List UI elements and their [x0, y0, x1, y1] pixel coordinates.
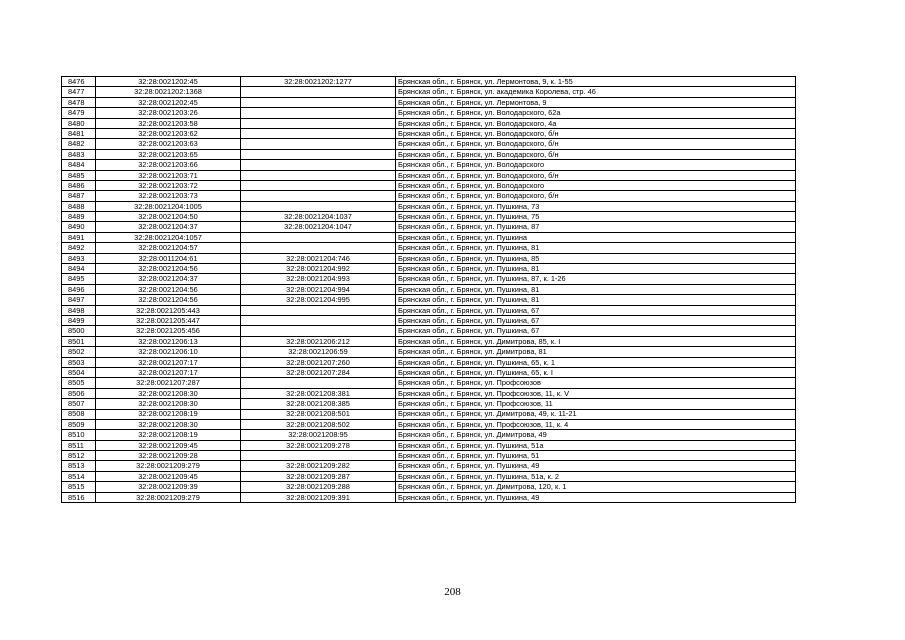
table-row [62, 212, 796, 222]
address-cell: Брянская обл., г. Брянск, ул. Пушкина, 81 [396, 243, 796, 253]
address-cell: Брянская обл., г. Брянск, ул. Лермонтова, 9, к. 1-55 [396, 77, 796, 87]
related-cadastral-number-cell: 32:28:0021209:287 [241, 471, 396, 481]
row-number-cell: 8507 [62, 399, 96, 409]
row-number-cell: 8483 [62, 149, 96, 159]
address-cell: Брянская обл., г. Брянск, ул. Пушкина, 51а, к. 2 [396, 471, 796, 481]
related-cadastral-number-cell: 32:28:0021208:95 [241, 430, 396, 440]
address-cell: Брянская обл., г. Брянск, ул. Володарского, б/н [396, 191, 796, 201]
related-cadastral-number-cell: 32:28:0021204:993 [241, 274, 396, 284]
row-number-cell: 8485 [62, 170, 96, 180]
cadastral-number-cell: 32:28:0021209:39 [96, 482, 241, 492]
row-number-cell: 8503 [62, 357, 96, 367]
table-row [62, 87, 796, 97]
cadastral-number-cell: 32:28:0021204:56 [96, 264, 241, 274]
address-cell: Брянская обл., г. Брянск, ул. Профсоюзов [396, 378, 796, 388]
table-row [62, 409, 796, 419]
cadastral-number-cell: 32:28:0021203:62 [96, 128, 241, 138]
related-cadastral-number-cell [241, 326, 396, 336]
table-row [62, 315, 796, 325]
related-cadastral-number-cell [241, 451, 396, 461]
row-number-cell: 8476 [62, 77, 96, 87]
table-row [62, 326, 796, 336]
cadastral-number-cell: 32:28:0021209:45 [96, 440, 241, 450]
address-cell: Брянская обл., г. Брянск, ул. Лермонтова, 9 [396, 97, 796, 107]
row-number-cell: 8504 [62, 367, 96, 377]
table-row [62, 451, 796, 461]
related-cadastral-number-cell [241, 191, 396, 201]
cadastral-number-cell: 32:28:0021204:57 [96, 243, 241, 253]
row-number-cell: 8491 [62, 232, 96, 242]
cadastral-number-cell: 32:28:0011204:61 [96, 253, 241, 263]
table-row [62, 347, 796, 357]
cadastral-number-cell: 32:28:0021203:58 [96, 118, 241, 128]
related-cadastral-number-cell: 32:28:0021208:381 [241, 388, 396, 398]
related-cadastral-number-cell [241, 378, 396, 388]
table-row [62, 108, 796, 118]
related-cadastral-number-cell: 32:28:0021204:992 [241, 264, 396, 274]
cadastral-number-cell: 32:28:0021208:19 [96, 430, 241, 440]
table-row [62, 170, 796, 180]
table-row [62, 160, 796, 170]
row-number-cell: 8505 [62, 378, 96, 388]
table-row [62, 149, 796, 159]
cadastral-number-cell: 32:28:0021204:37 [96, 274, 241, 284]
cadastral-number-cell: 32:28:0021203:65 [96, 149, 241, 159]
table-row [62, 461, 796, 471]
related-cadastral-number-cell [241, 149, 396, 159]
table-row [62, 378, 796, 388]
related-cadastral-number-cell [241, 97, 396, 107]
table-row [62, 388, 796, 398]
row-number-cell: 8497 [62, 295, 96, 305]
address-cell: Брянская обл., г. Брянск, ул. Володарского, 4а [396, 118, 796, 128]
row-number-cell: 8499 [62, 315, 96, 325]
related-cadastral-number-cell [241, 118, 396, 128]
cadastral-number-cell: 32:28:0021203:71 [96, 170, 241, 180]
address-cell: Брянская обл., г. Брянск, ул. Пушкина, 67 [396, 315, 796, 325]
table-row [62, 357, 796, 367]
cadastral-number-cell: 32:28:0021207:17 [96, 357, 241, 367]
address-cell: Брянская обл., г. Брянск, ул. Пушкина, 49 [396, 492, 796, 502]
cadastral-number-cell: 32:28:0021208:30 [96, 419, 241, 429]
table-row [62, 471, 796, 481]
table-row [62, 305, 796, 315]
address-cell: Брянская обл., г. Брянск, ул. Димитрова, 81 [396, 347, 796, 357]
table-row [62, 430, 796, 440]
cadastral-number-cell: 32:28:0021203:66 [96, 160, 241, 170]
address-cell: Брянская обл., г. Брянск, ул. Володарского [396, 160, 796, 170]
related-cadastral-number-cell [241, 87, 396, 97]
row-number-cell: 8501 [62, 336, 96, 346]
cadastral-number-cell: 32:28:0021204:37 [96, 222, 241, 232]
address-cell: Брянская обл., г. Брянск, ул. Димитрова, 85, к. I [396, 336, 796, 346]
cadastral-number-cell: 32:28:0021202:45 [96, 97, 241, 107]
related-cadastral-number-cell [241, 128, 396, 138]
related-cadastral-number-cell: 32:28:0021209:391 [241, 492, 396, 502]
row-number-cell: 8478 [62, 97, 96, 107]
related-cadastral-number-cell [241, 180, 396, 190]
table-row [62, 118, 796, 128]
table-row [62, 128, 796, 138]
table-row [62, 274, 796, 284]
address-cell: Брянская обл., г. Брянск, ул. Володарского, б/н [396, 170, 796, 180]
address-cell: Брянская обл., г. Брянск, ул. Пушкина, 81 [396, 295, 796, 305]
table-row [62, 97, 796, 107]
row-number-cell: 8509 [62, 419, 96, 429]
address-cell: Брянская обл., г. Брянск, ул. Пушкина, 65, к. I [396, 367, 796, 377]
address-cell: Брянская обл., г. Брянск, ул. Профсоюзов, 11, к. V [396, 388, 796, 398]
row-number-cell: 8515 [62, 482, 96, 492]
cadastral-number-cell: 32:28:0021208:30 [96, 399, 241, 409]
address-cell: Брянская обл., г. Брянск, ул. Володарского, б/н [396, 128, 796, 138]
table-row [62, 77, 796, 87]
address-cell: Брянская обл., г. Брянск, ул. Профсоюзов, 11 [396, 399, 796, 409]
row-number-cell: 8480 [62, 118, 96, 128]
related-cadastral-number-cell: 32:28:0021204:994 [241, 284, 396, 294]
related-cadastral-number-cell [241, 160, 396, 170]
related-cadastral-number-cell [241, 170, 396, 180]
cadastral-number-cell: 32:28:0021208:30 [96, 388, 241, 398]
address-cell: Брянская обл., г. Брянск, ул. Пушкина, 65, к. 1 [396, 357, 796, 367]
address-cell: Брянская обл., г. Брянск, ул. Пушкина, 87 [396, 222, 796, 232]
address-cell: Брянская обл., г. Брянск, ул. Володарского, б/н [396, 149, 796, 159]
table-row [62, 180, 796, 190]
address-cell: Брянская обл., г. Брянск, ул. академика Королева, стр. 46 [396, 87, 796, 97]
cadastral-number-cell: 32:28:0021209:279 [96, 461, 241, 471]
row-number-cell: 8492 [62, 243, 96, 253]
cadastral-number-cell: 32:28:0021204:56 [96, 295, 241, 305]
address-cell: Брянская обл., г. Брянск, ул. Димитрова, 49, к. 11-21 [396, 409, 796, 419]
cadastral-number-cell: 32:28:0021206:10 [96, 347, 241, 357]
row-number-cell: 8511 [62, 440, 96, 450]
table-row [62, 482, 796, 492]
table-row [62, 201, 796, 211]
related-cadastral-number-cell [241, 139, 396, 149]
cadastral-number-cell: 32:28:0021205:443 [96, 305, 241, 315]
cadastral-number-cell: 32:28:0021203:72 [96, 180, 241, 190]
address-cell: Брянская обл., г. Брянск, ул. Володарского, б/н [396, 139, 796, 149]
row-number-cell: 8484 [62, 160, 96, 170]
row-number-cell: 8490 [62, 222, 96, 232]
row-number-cell: 8488 [62, 201, 96, 211]
address-cell: Брянская обл., г. Брянск, ул. Пушкина, 51 [396, 451, 796, 461]
table-row [62, 440, 796, 450]
cadastral-number-cell: 32:28:0021209:45 [96, 471, 241, 481]
cadastral-number-cell: 32:28:0021204:1005 [96, 201, 241, 211]
row-number-cell: 8489 [62, 212, 96, 222]
address-cell: Брянская обл., г. Брянск, ул. Пушкина, 51а [396, 440, 796, 450]
address-cell: Брянская обл., г. Брянск, ул. Пушкина, 85 [396, 253, 796, 263]
table-row [62, 222, 796, 232]
address-cell: Брянская обл., г. Брянск, ул. Димитрова, 120, к. 1 [396, 482, 796, 492]
cadastral-number-cell: 32:28:0021208:19 [96, 409, 241, 419]
table-row [62, 243, 796, 253]
address-cell: Брянская обл., г. Брянск, ул. Володарского [396, 180, 796, 190]
address-cell: Брянская обл., г. Брянск, ул. Пушкина, 87, к. 1-26 [396, 274, 796, 284]
address-cell: Брянская обл., г. Брянск, ул. Володарского, 62а [396, 108, 796, 118]
cadastral-number-cell: 32:28:0021205:456 [96, 326, 241, 336]
cadastral-number-cell: 32:28:0021207:287 [96, 378, 241, 388]
related-cadastral-number-cell: 32:28:0021206:59 [241, 347, 396, 357]
related-cadastral-number-cell [241, 243, 396, 253]
table-row [62, 284, 796, 294]
address-cell: Брянская обл., г. Брянск, ул. Пушкина, 67 [396, 305, 796, 315]
row-number-cell: 8513 [62, 461, 96, 471]
cadastral-number-cell: 32:28:0021203:63 [96, 139, 241, 149]
row-number-cell: 8477 [62, 87, 96, 97]
row-number-cell: 8482 [62, 139, 96, 149]
address-cell: Брянская обл., г. Брянск, ул. Пушкина, 81 [396, 284, 796, 294]
cadastral-number-cell: 32:28:0021204:56 [96, 284, 241, 294]
related-cadastral-number-cell [241, 305, 396, 315]
page-number: 208 [444, 586, 461, 598]
row-number-cell: 8486 [62, 180, 96, 190]
related-cadastral-number-cell: 32:28:0021204:746 [241, 253, 396, 263]
row-number-cell: 8510 [62, 430, 96, 440]
table-row [62, 139, 796, 149]
address-cell: Брянская обл., г. Брянск, ул. Пушкина [396, 232, 796, 242]
related-cadastral-number-cell: 32:28:0021204:995 [241, 295, 396, 305]
registry-table-body [62, 77, 796, 503]
cadastral-number-cell: 32:28:0021207:17 [96, 367, 241, 377]
related-cadastral-number-cell: 32:28:0021204:1037 [241, 212, 396, 222]
address-cell: Брянская обл., г. Брянск, ул. Пушкина, 49 [396, 461, 796, 471]
table-row [62, 419, 796, 429]
cadastral-number-cell: 32:28:0021206:13 [96, 336, 241, 346]
address-cell: Брянская обл., г. Брянск, ул. Пушкина, 73 [396, 201, 796, 211]
cadastral-number-cell: 32:28:0021205:447 [96, 315, 241, 325]
row-number-cell: 8512 [62, 451, 96, 461]
registry-table [61, 76, 796, 503]
row-number-cell: 8502 [62, 347, 96, 357]
address-cell: Брянская обл., г. Брянск, ул. Профсоюзов, 11, к. 4 [396, 419, 796, 429]
cadastral-number-cell: 32:28:0021202:1368 [96, 87, 241, 97]
row-number-cell: 8479 [62, 108, 96, 118]
table-row [62, 232, 796, 242]
related-cadastral-number-cell: 32:28:0021209:288 [241, 482, 396, 492]
address-cell: Брянская обл., г. Брянск, ул. Пушкина, 75 [396, 212, 796, 222]
row-number-cell: 8498 [62, 305, 96, 315]
related-cadastral-number-cell [241, 108, 396, 118]
related-cadastral-number-cell: 32:28:0021208:502 [241, 419, 396, 429]
address-cell: Брянская обл., г. Брянск, ул. Пушкина, 67 [396, 326, 796, 336]
related-cadastral-number-cell: 32:28:0021209:278 [241, 440, 396, 450]
address-cell: Брянская обл., г. Брянск, ул. Димитрова, 49 [396, 430, 796, 440]
row-number-cell: 8494 [62, 264, 96, 274]
related-cadastral-number-cell: 32:28:0021207:260 [241, 357, 396, 367]
related-cadastral-number-cell: 32:28:0021208:385 [241, 399, 396, 409]
related-cadastral-number-cell: 32:28:0021209:282 [241, 461, 396, 471]
related-cadastral-number-cell [241, 201, 396, 211]
table-row [62, 492, 796, 502]
related-cadastral-number-cell: 32:28:0021202:1277 [241, 77, 396, 87]
cadastral-number-cell: 32:28:0021203:26 [96, 108, 241, 118]
row-number-cell: 8496 [62, 284, 96, 294]
related-cadastral-number-cell [241, 232, 396, 242]
row-number-cell: 8500 [62, 326, 96, 336]
row-number-cell: 8508 [62, 409, 96, 419]
table-row [62, 367, 796, 377]
related-cadastral-number-cell: 32:28:0021208:501 [241, 409, 396, 419]
related-cadastral-number-cell: 32:28:0021204:1047 [241, 222, 396, 232]
related-cadastral-number-cell [241, 315, 396, 325]
row-number-cell: 8487 [62, 191, 96, 201]
address-cell: Брянская обл., г. Брянск, ул. Пушкина, 81 [396, 264, 796, 274]
row-number-cell: 8516 [62, 492, 96, 502]
row-number-cell: 8481 [62, 128, 96, 138]
row-number-cell: 8514 [62, 471, 96, 481]
row-number-cell: 8495 [62, 274, 96, 284]
table-row [62, 295, 796, 305]
cadastral-number-cell: 32:28:0021209:28 [96, 451, 241, 461]
table-row [62, 264, 796, 274]
cadastral-number-cell: 32:28:0021204:1057 [96, 232, 241, 242]
table-row [62, 253, 796, 263]
cadastral-number-cell: 32:28:0021203:73 [96, 191, 241, 201]
row-number-cell: 8493 [62, 253, 96, 263]
related-cadastral-number-cell: 32:28:0021206:212 [241, 336, 396, 346]
table-row [62, 336, 796, 346]
table-row [62, 191, 796, 201]
table-row [62, 399, 796, 409]
cadastral-number-cell: 32:28:0021202:45 [96, 77, 241, 87]
related-cadastral-number-cell: 32:28:0021207:284 [241, 367, 396, 377]
cadastral-number-cell: 32:28:0021204:50 [96, 212, 241, 222]
cadastral-number-cell: 32:28:0021209:279 [96, 492, 241, 502]
row-number-cell: 8506 [62, 388, 96, 398]
